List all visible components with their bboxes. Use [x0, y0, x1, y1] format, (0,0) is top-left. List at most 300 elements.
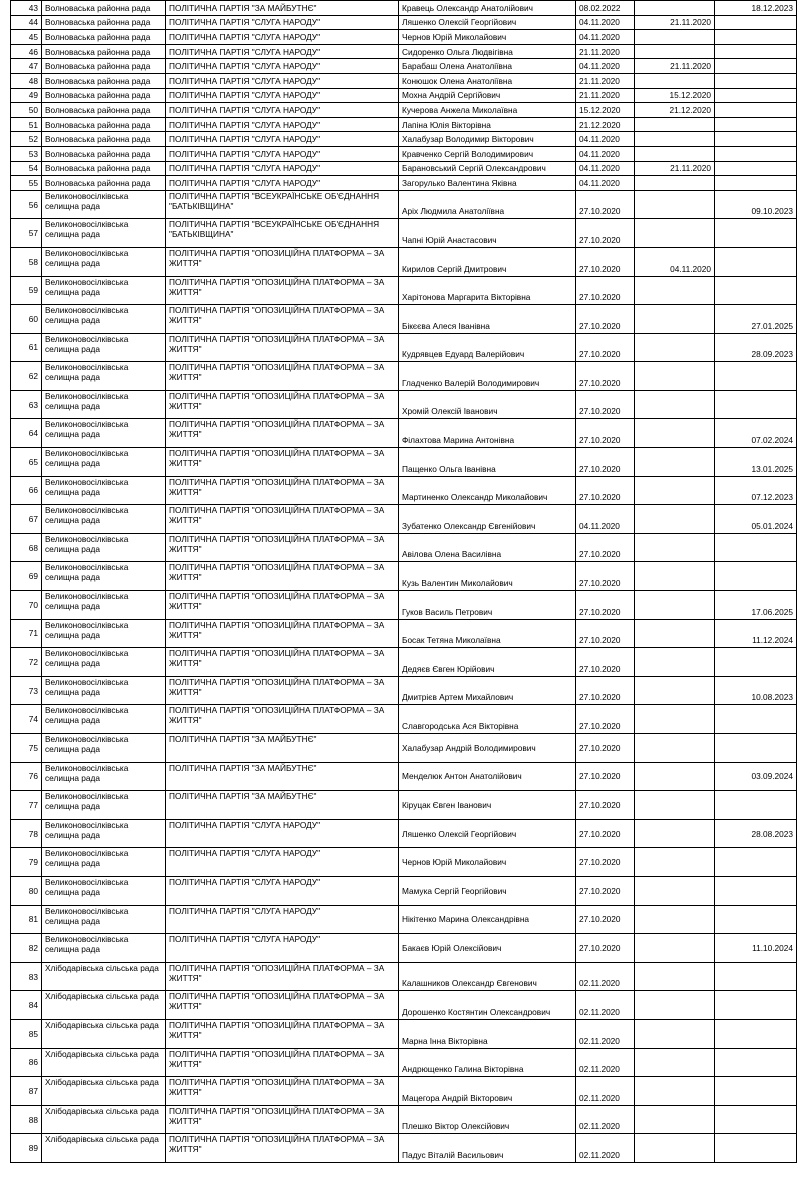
row-number: 44 — [11, 15, 42, 30]
council-name: Волноваська районна рада — [42, 117, 166, 132]
date-end — [635, 448, 715, 477]
council-name: Великоновосілківська селищна рада — [42, 562, 166, 591]
date-start: 27.10.2020 — [576, 648, 635, 677]
deputy-name: Харітонова Маргарита Вікторівна — [399, 276, 576, 305]
table-row — [11, 1077, 797, 1106]
party-name: ПОЛІТИЧНА ПАРТІЯ "ОПОЗИЦІЙНА ПЛАТФОРМА – ЗА ЖИТТЯ" — [166, 247, 399, 276]
party-name: ПОЛІТИЧНА ПАРТІЯ "ОПОЗИЦІЙНА ПЛАТФОРМА – ЗА ЖИТТЯ" — [166, 1019, 399, 1048]
date-other — [715, 734, 797, 763]
date-end — [635, 791, 715, 820]
party-name: ПОЛІТИЧНА ПАРТІЯ "ОПОЗИЦІЙНА ПЛАТФОРМА – ЗА ЖИТТЯ" — [166, 991, 399, 1020]
deputy-name: Халабузар Андрій Володимирович — [399, 734, 576, 763]
row-number: 43 — [11, 1, 42, 16]
deputy-name: Конюшок Олена Анатоліївна — [399, 73, 576, 88]
date-start: 27.10.2020 — [576, 562, 635, 591]
date-start: 21.12.2020 — [576, 117, 635, 132]
date-other — [715, 705, 797, 734]
date-other — [715, 44, 797, 59]
row-number: 57 — [11, 219, 42, 248]
date-other — [715, 848, 797, 877]
table-row — [11, 876, 797, 905]
date-end — [635, 176, 715, 191]
table-row — [11, 962, 797, 991]
row-number: 87 — [11, 1077, 42, 1106]
date-end — [635, 132, 715, 147]
date-start: 27.10.2020 — [576, 362, 635, 391]
date-other — [715, 73, 797, 88]
date-start: 27.10.2020 — [576, 419, 635, 448]
date-start: 02.11.2020 — [576, 991, 635, 1020]
council-name: Волноваська районна рада — [42, 103, 166, 118]
table-row — [11, 476, 797, 505]
party-name: ПОЛІТИЧНА ПАРТІЯ "ОПОЗИЦІЙНА ПЛАТФОРМА – ЗА ЖИТТЯ" — [166, 419, 399, 448]
deputy-name: Лапіна Юлія Вікторівна — [399, 117, 576, 132]
deputy-name: Барабаш Олена Анатоліївна — [399, 59, 576, 74]
deputy-name: Кравець Олександр Анатолійович — [399, 1, 576, 16]
date-start: 27.10.2020 — [576, 819, 635, 848]
party-name: ПОЛІТИЧНА ПАРТІЯ "ОПОЗИЦІЙНА ПЛАТФОРМА – ЗА ЖИТТЯ" — [166, 533, 399, 562]
party-name: ПОЛІТИЧНА ПАРТІЯ "СЛУГА НАРОДУ" — [166, 176, 399, 191]
deputy-name: Дорошенко Костянтин Олександрович — [399, 991, 576, 1020]
council-name: Великоновосілківська селищна рада — [42, 734, 166, 763]
deputy-name: Дмитрієв Артем Михайлович — [399, 676, 576, 705]
deputy-name: Загорулько Валентина Яківна — [399, 176, 576, 191]
party-name: ПОЛІТИЧНА ПАРТІЯ "ОПОЗИЦІЙНА ПЛАТФОРМА – ЗА ЖИТТЯ" — [166, 305, 399, 334]
date-other — [715, 103, 797, 118]
deputy-name: Мохна Андрій Сергійович — [399, 88, 576, 103]
date-end — [635, 476, 715, 505]
table-row — [11, 44, 797, 59]
date-end — [635, 1105, 715, 1134]
row-number: 48 — [11, 73, 42, 88]
council-name: Великоновосілківська селищна рада — [42, 419, 166, 448]
document-page — [10, 0, 796, 1163]
date-end — [635, 333, 715, 362]
table-row — [11, 362, 797, 391]
council-name: Великоновосілківська селищна рада — [42, 390, 166, 419]
deputy-name: Падус Віталій Васильович — [399, 1134, 576, 1163]
party-name: ПОЛІТИЧНА ПАРТІЯ "ОПОЗИЦІЙНА ПЛАТФОРМА – ЗА ЖИТТЯ" — [166, 1048, 399, 1077]
date-end — [635, 1019, 715, 1048]
row-number: 74 — [11, 705, 42, 734]
party-name: ПОЛІТИЧНА ПАРТІЯ "ОПОЗИЦІЙНА ПЛАТФОРМА – ЗА ЖИТТЯ" — [166, 619, 399, 648]
party-name: ПОЛІТИЧНА ПАРТІЯ "ОПОЗИЦІЙНА ПЛАТФОРМА – ЗА ЖИТТЯ" — [166, 390, 399, 419]
date-end — [635, 305, 715, 334]
table-row — [11, 819, 797, 848]
date-end — [635, 419, 715, 448]
party-name: ПОЛІТИЧНА ПАРТІЯ "СЛУГА НАРОДУ" — [166, 30, 399, 45]
council-name: Волноваська районна рада — [42, 30, 166, 45]
row-number: 66 — [11, 476, 42, 505]
council-name: Волноваська районна рада — [42, 132, 166, 147]
table-row — [11, 73, 797, 88]
table-row — [11, 117, 797, 132]
deputy-name: Мацегора Андрій Вікторович — [399, 1077, 576, 1106]
table-row — [11, 448, 797, 477]
deputy-name: Пащенко Ольга Іванівна — [399, 448, 576, 477]
row-number: 78 — [11, 819, 42, 848]
row-number: 72 — [11, 648, 42, 677]
date-other — [715, 1019, 797, 1048]
deputy-name: Ляшенко Олексій Георгійович — [399, 819, 576, 848]
table-row — [11, 1, 797, 16]
deputy-name: Хромій Олексій Іванович — [399, 390, 576, 419]
council-name: Хлібодарівська сільська рада — [42, 1048, 166, 1077]
table-row — [11, 705, 797, 734]
date-end — [635, 533, 715, 562]
party-name: ПОЛІТИЧНА ПАРТІЯ "СЛУГА НАРОДУ" — [166, 117, 399, 132]
council-name: Великоновосілківська селищна рада — [42, 333, 166, 362]
row-number: 69 — [11, 562, 42, 591]
party-name: ПОЛІТИЧНА ПАРТІЯ "СЛУГА НАРОДУ" — [166, 132, 399, 147]
party-name: ПОЛІТИЧНА ПАРТІЯ "ОПОЗИЦІЙНА ПЛАТФОРМА – ЗА ЖИТТЯ" — [166, 1077, 399, 1106]
row-number: 70 — [11, 591, 42, 620]
council-name: Волноваська районна рада — [42, 161, 166, 176]
date-end — [635, 30, 715, 45]
council-name: Хлібодарівська сільська рада — [42, 1134, 166, 1163]
council-name: Великоновосілківська селищна рада — [42, 676, 166, 705]
council-name: Великоновосілківська селищна рада — [42, 934, 166, 963]
table-row — [11, 176, 797, 191]
deputy-name: Халабузар Володимир Вікторович — [399, 132, 576, 147]
date-start: 27.10.2020 — [576, 476, 635, 505]
party-name: ПОЛІТИЧНА ПАРТІЯ "СЛУГА НАРОДУ" — [166, 848, 399, 877]
date-end — [635, 705, 715, 734]
date-end: 21.11.2020 — [635, 161, 715, 176]
table-body — [11, 1, 797, 1163]
date-start: 27.10.2020 — [576, 247, 635, 276]
table-row — [11, 161, 797, 176]
date-start: 27.10.2020 — [576, 619, 635, 648]
deputies-table — [10, 0, 797, 1163]
deputy-name: Мамука Сергій Георгійович — [399, 876, 576, 905]
row-number: 51 — [11, 117, 42, 132]
council-name: Хлібодарівська сільська рада — [42, 991, 166, 1020]
party-name: ПОЛІТИЧНА ПАРТІЯ "ОПОЗИЦІЙНА ПЛАТФОРМА – ЗА ЖИТТЯ" — [166, 562, 399, 591]
date-other — [715, 791, 797, 820]
date-other: 28.09.2023 — [715, 333, 797, 362]
date-other: 13.01.2025 — [715, 448, 797, 477]
row-number: 89 — [11, 1134, 42, 1163]
deputy-name: Мартиненко Олександр Миколайович — [399, 476, 576, 505]
row-number: 84 — [11, 991, 42, 1020]
row-number: 64 — [11, 419, 42, 448]
deputy-name: Калашников Олександр Євгенович — [399, 962, 576, 991]
date-other — [715, 161, 797, 176]
deputy-name: Зубатенко Олександр Євгенійович — [399, 505, 576, 534]
date-end: 21.11.2020 — [635, 15, 715, 30]
row-number: 71 — [11, 619, 42, 648]
council-name: Великоновосілківська селищна рада — [42, 476, 166, 505]
date-start: 27.10.2020 — [576, 705, 635, 734]
council-name: Великоновосілківська селищна рада — [42, 591, 166, 620]
date-start: 04.11.2020 — [576, 59, 635, 74]
date-other — [715, 562, 797, 591]
date-other: 18.12.2023 — [715, 1, 797, 16]
date-start: 04.11.2020 — [576, 15, 635, 30]
date-end — [635, 276, 715, 305]
date-end — [635, 619, 715, 648]
date-end — [635, 1048, 715, 1077]
table-row — [11, 333, 797, 362]
council-name: Великоновосілківська селищна рада — [42, 505, 166, 534]
council-name: Великоновосілківська селищна рада — [42, 648, 166, 677]
row-number: 86 — [11, 1048, 42, 1077]
date-end — [635, 762, 715, 791]
party-name: ПОЛІТИЧНА ПАРТІЯ "ЗА МАЙБУТНЄ" — [166, 734, 399, 763]
date-other — [715, 962, 797, 991]
row-number: 60 — [11, 305, 42, 334]
date-other — [715, 176, 797, 191]
council-name: Великоновосілківська селищна рада — [42, 819, 166, 848]
party-name: ПОЛІТИЧНА ПАРТІЯ "ОПОЗИЦІЙНА ПЛАТФОРМА – ЗА ЖИТТЯ" — [166, 962, 399, 991]
council-name: Волноваська районна рада — [42, 146, 166, 161]
date-end — [635, 73, 715, 88]
row-number: 58 — [11, 247, 42, 276]
council-name: Великоновосілківська селищна рада — [42, 533, 166, 562]
table-row — [11, 1134, 797, 1163]
date-start: 08.02.2022 — [576, 1, 635, 16]
date-end — [635, 117, 715, 132]
date-end — [635, 876, 715, 905]
deputy-name: Босак Тетяна Миколаївна — [399, 619, 576, 648]
date-end — [635, 648, 715, 677]
date-other: 05.01.2024 — [715, 505, 797, 534]
date-start: 04.11.2020 — [576, 161, 635, 176]
table-row — [11, 219, 797, 248]
council-name: Великоновосілківська селищна рада — [42, 705, 166, 734]
council-name: Волноваська районна рада — [42, 44, 166, 59]
date-other — [715, 219, 797, 248]
deputy-name: Гладченко Валерій Володимирович — [399, 362, 576, 391]
council-name: Великоновосілківська селищна рада — [42, 619, 166, 648]
table-row — [11, 30, 797, 45]
table-row — [11, 848, 797, 877]
deputy-name: Нікітенко Марина Олександрівна — [399, 905, 576, 934]
date-start: 27.10.2020 — [576, 276, 635, 305]
deputy-name: Плешко Віктор Олексійович — [399, 1105, 576, 1134]
date-other — [715, 1077, 797, 1106]
date-start: 04.11.2020 — [576, 30, 635, 45]
deputy-name: Кучерова Анжела Миколаївна — [399, 103, 576, 118]
deputy-name: Аріх Людмила Анатоліївна — [399, 190, 576, 219]
date-start: 02.11.2020 — [576, 1077, 635, 1106]
table-row — [11, 676, 797, 705]
date-start: 04.11.2020 — [576, 132, 635, 147]
council-name: Великоновосілківська селищна рада — [42, 876, 166, 905]
council-name: Великоновосілківська селищна рада — [42, 219, 166, 248]
table-row — [11, 791, 797, 820]
row-number: 81 — [11, 905, 42, 934]
date-other: 03.09.2024 — [715, 762, 797, 791]
party-name: ПОЛІТИЧНА ПАРТІЯ "СЛУГА НАРОДУ" — [166, 161, 399, 176]
date-end — [635, 390, 715, 419]
deputy-name: Дедяєв Євген Юрійович — [399, 648, 576, 677]
table-row — [11, 505, 797, 534]
date-start: 27.10.2020 — [576, 591, 635, 620]
date-start: 27.10.2020 — [576, 876, 635, 905]
table-row — [11, 1019, 797, 1048]
row-number: 68 — [11, 533, 42, 562]
date-start: 02.11.2020 — [576, 1105, 635, 1134]
date-other — [715, 117, 797, 132]
table-row — [11, 1048, 797, 1077]
council-name: Хлібодарівська сільська рада — [42, 1077, 166, 1106]
council-name: Волноваська районна рада — [42, 73, 166, 88]
date-start: 21.11.2020 — [576, 44, 635, 59]
council-name: Хлібодарівська сільська рада — [42, 1105, 166, 1134]
row-number: 77 — [11, 791, 42, 820]
date-end — [635, 146, 715, 161]
row-number: 65 — [11, 448, 42, 477]
party-name: ПОЛІТИЧНА ПАРТІЯ "СЛУГА НАРОДУ" — [166, 905, 399, 934]
date-end: 15.12.2020 — [635, 88, 715, 103]
date-other: 11.12.2024 — [715, 619, 797, 648]
date-other: 27.01.2025 — [715, 305, 797, 334]
party-name: ПОЛІТИЧНА ПАРТІЯ "ОПОЗИЦІЙНА ПЛАТФОРМА – ЗА ЖИТТЯ" — [166, 505, 399, 534]
party-name: ПОЛІТИЧНА ПАРТІЯ "СЛУГА НАРОДУ" — [166, 73, 399, 88]
date-end: 04.11.2020 — [635, 247, 715, 276]
row-number: 67 — [11, 505, 42, 534]
party-name: ПОЛІТИЧНА ПАРТІЯ "ОПОЗИЦІЙНА ПЛАТФОРМА – ЗА ЖИТТЯ" — [166, 476, 399, 505]
party-name: ПОЛІТИЧНА ПАРТІЯ "ОПОЗИЦІЙНА ПЛАТФОРМА – ЗА ЖИТТЯ" — [166, 362, 399, 391]
table-row — [11, 619, 797, 648]
date-other — [715, 648, 797, 677]
date-other — [715, 59, 797, 74]
row-number: 82 — [11, 934, 42, 963]
table-row — [11, 762, 797, 791]
date-other: 28.08.2023 — [715, 819, 797, 848]
date-other: 07.12.2023 — [715, 476, 797, 505]
row-number: 88 — [11, 1105, 42, 1134]
party-name: ПОЛІТИЧНА ПАРТІЯ "СЛУГА НАРОДУ" — [166, 88, 399, 103]
council-name: Волноваська районна рада — [42, 176, 166, 191]
date-end — [635, 962, 715, 991]
party-name: ПОЛІТИЧНА ПАРТІЯ "ЗА МАЙБУТНЄ" — [166, 791, 399, 820]
deputy-name: Кравченко Сергій Володимирович — [399, 146, 576, 161]
date-other — [715, 88, 797, 103]
council-name: Хлібодарівська сільська рада — [42, 1019, 166, 1048]
party-name: ПОЛІТИЧНА ПАРТІЯ "ОПОЗИЦІЙНА ПЛАТФОРМА – ЗА ЖИТТЯ" — [166, 676, 399, 705]
date-end — [635, 905, 715, 934]
date-end — [635, 991, 715, 1020]
council-name: Хлібодарівська сільська рада — [42, 962, 166, 991]
row-number: 62 — [11, 362, 42, 391]
date-other: 07.02.2024 — [715, 419, 797, 448]
date-start: 02.11.2020 — [576, 962, 635, 991]
date-end — [635, 219, 715, 248]
council-name: Великоновосілківська селищна рада — [42, 905, 166, 934]
table-row — [11, 305, 797, 334]
date-end — [635, 734, 715, 763]
table-row — [11, 247, 797, 276]
date-end — [635, 505, 715, 534]
table-row — [11, 591, 797, 620]
row-number: 49 — [11, 88, 42, 103]
council-name: Волноваська районна рада — [42, 15, 166, 30]
date-other — [715, 362, 797, 391]
table-row — [11, 146, 797, 161]
table-row — [11, 276, 797, 305]
date-other: 17.06.2025 — [715, 591, 797, 620]
date-start: 27.10.2020 — [576, 905, 635, 934]
party-name: ПОЛІТИЧНА ПАРТІЯ "ВСЕУКРАЇНСЬКЕ ОБ'ЄДНАННЯ "БАТЬКІВЩИНА" — [166, 190, 399, 219]
date-start: 27.10.2020 — [576, 676, 635, 705]
date-start: 27.10.2020 — [576, 791, 635, 820]
row-number: 75 — [11, 734, 42, 763]
date-other: 10.08.2023 — [715, 676, 797, 705]
party-name: ПОЛІТИЧНА ПАРТІЯ "ЗА МАЙБУТНЄ" — [166, 762, 399, 791]
date-start: 04.11.2020 — [576, 176, 635, 191]
date-end — [635, 362, 715, 391]
date-start: 27.10.2020 — [576, 734, 635, 763]
date-other — [715, 876, 797, 905]
party-name: ПОЛІТИЧНА ПАРТІЯ "ОПОЗИЦІЙНА ПЛАТФОРМА – ЗА ЖИТТЯ" — [166, 591, 399, 620]
table-row — [11, 562, 797, 591]
table-row — [11, 103, 797, 118]
date-end: 21.12.2020 — [635, 103, 715, 118]
row-number: 85 — [11, 1019, 42, 1048]
deputy-name: Чапні Юрій Анастасович — [399, 219, 576, 248]
date-end — [635, 190, 715, 219]
deputy-name: Чернов Юрій Миколайович — [399, 848, 576, 877]
party-name: ПОЛІТИЧНА ПАРТІЯ "СЛУГА НАРОДУ" — [166, 146, 399, 161]
table-row — [11, 934, 797, 963]
date-end — [635, 676, 715, 705]
date-other — [715, 1134, 797, 1163]
council-name: Волноваська районна рада — [42, 1, 166, 16]
row-number: 56 — [11, 190, 42, 219]
date-start: 04.11.2020 — [576, 505, 635, 534]
table-row — [11, 1105, 797, 1134]
date-other — [715, 390, 797, 419]
date-end — [635, 1077, 715, 1106]
date-other — [715, 146, 797, 161]
date-other: 09.10.2023 — [715, 190, 797, 219]
deputy-name: Сидоренко Ольга Людвігівна — [399, 44, 576, 59]
row-number: 54 — [11, 161, 42, 176]
date-end — [635, 591, 715, 620]
row-number: 61 — [11, 333, 42, 362]
party-name: ПОЛІТИЧНА ПАРТІЯ "ОПОЗИЦІЙНА ПЛАТФОРМА – ЗА ЖИТТЯ" — [166, 448, 399, 477]
table-row — [11, 734, 797, 763]
date-end — [635, 848, 715, 877]
deputy-name: Бікєєва Алеся Іванівна — [399, 305, 576, 334]
date-start: 21.11.2020 — [576, 88, 635, 103]
table-row — [11, 59, 797, 74]
date-end — [635, 562, 715, 591]
date-start: 27.10.2020 — [576, 219, 635, 248]
party-name: ПОЛІТИЧНА ПАРТІЯ "СЛУГА НАРОДУ" — [166, 876, 399, 905]
date-other — [715, 15, 797, 30]
council-name: Волноваська районна рада — [42, 88, 166, 103]
council-name: Великоновосілківська селищна рада — [42, 362, 166, 391]
council-name: Великоновосілківська селищна рада — [42, 305, 166, 334]
party-name: ПОЛІТИЧНА ПАРТІЯ "СЛУГА НАРОДУ" — [166, 59, 399, 74]
date-start: 27.10.2020 — [576, 390, 635, 419]
deputy-name: Кіруцак Євген Іванович — [399, 791, 576, 820]
date-end — [635, 934, 715, 963]
party-name: ПОЛІТИЧНА ПАРТІЯ "СЛУГА НАРОДУ" — [166, 44, 399, 59]
party-name: ПОЛІТИЧНА ПАРТІЯ "ВСЕУКРАЇНСЬКЕ ОБ'ЄДНАННЯ "БАТЬКІВЩИНА" — [166, 219, 399, 248]
date-end — [635, 819, 715, 848]
table-row — [11, 88, 797, 103]
row-number: 76 — [11, 762, 42, 791]
date-start: 15.12.2020 — [576, 103, 635, 118]
table-row — [11, 15, 797, 30]
table-row — [11, 533, 797, 562]
party-name: ПОЛІТИЧНА ПАРТІЯ "ОПОЗИЦІЙНА ПЛАТФОРМА – ЗА ЖИТТЯ" — [166, 648, 399, 677]
